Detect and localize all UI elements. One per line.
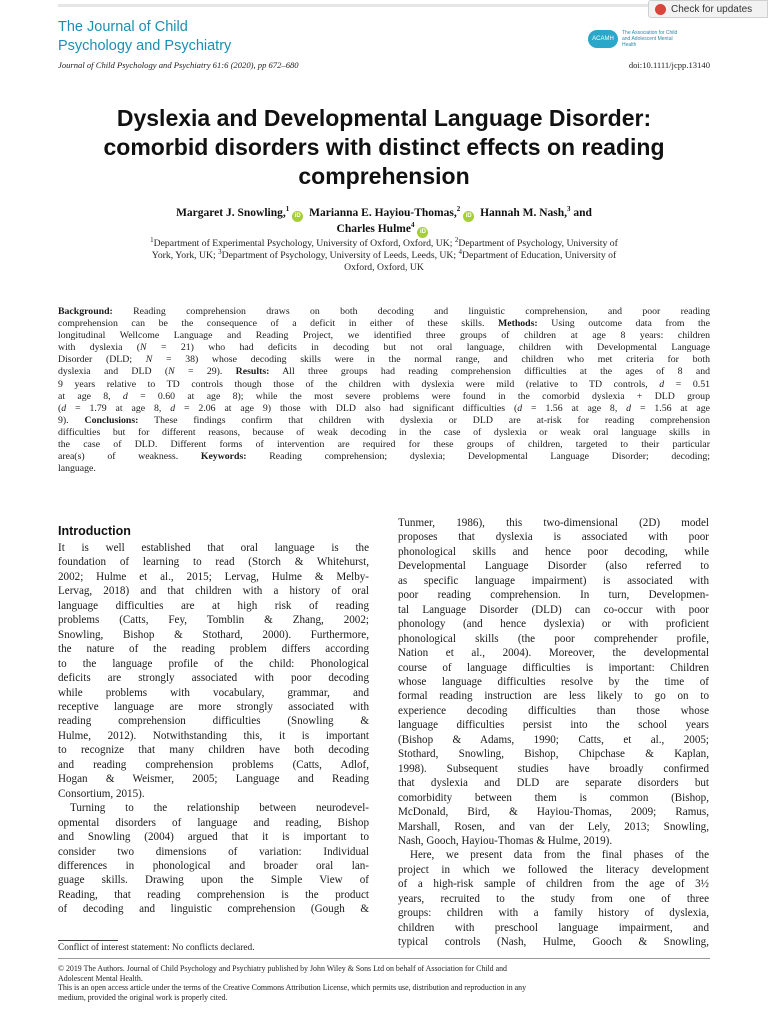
footnote-rule bbox=[58, 940, 118, 941]
body-text-line: language difficulties are at high risk of reading bbox=[58, 599, 369, 612]
author-name: Charles Hulme bbox=[336, 223, 411, 235]
body-text-line: phonological skills (the poor comprehender profile, bbox=[398, 632, 709, 645]
acamh-text: The Association for Child and Adolescent Mental Health bbox=[622, 30, 678, 48]
crossmark-icon bbox=[655, 4, 666, 15]
abstract-text: These findings confirm that children with dyslexia or DLD are at-risk for reading comprehension bbox=[138, 414, 710, 426]
body-text-line: Reading, that reading comprehension is the product bbox=[58, 888, 369, 901]
body-text-line: and Snowling (2004) argued that it is important to bbox=[58, 831, 369, 844]
body-text-line: McDonald, Bird, & Hayiou-Thomas, 2009; Ramus, bbox=[398, 806, 709, 819]
body-text-line: (Bishop & Adams, 1990; Catts, et al., 2005; bbox=[398, 733, 709, 746]
abstract-italic: d bbox=[517, 402, 523, 414]
abstract-text: comprehension can be the consequence of a deficit in either of these skills. bbox=[58, 318, 498, 330]
body-text-line: receptive language are more strongly associated with bbox=[58, 700, 369, 713]
affiliation-marker: 2 bbox=[456, 205, 461, 214]
body-text-line: whose language difficulties resolve by the time of bbox=[398, 675, 709, 688]
abstract-line bbox=[58, 403, 710, 415]
abstract-italic: N bbox=[140, 342, 147, 354]
author-name: Margaret J. Snowling, bbox=[176, 207, 286, 219]
affiliation-marker: 4 bbox=[410, 221, 415, 230]
abstract-italic: d bbox=[122, 390, 128, 402]
license-rule bbox=[58, 958, 710, 959]
affiliation-marker: 2 bbox=[454, 235, 459, 244]
body-text-line: Snowling, Bishop & Stothard, 2000). Furthermore, bbox=[58, 628, 369, 641]
journal-logo[interactable] bbox=[58, 18, 298, 56]
body-text-line: Turning to the relationship between neurodevel- bbox=[70, 802, 369, 815]
body-text-line: language difficulties persist into the school years bbox=[398, 719, 709, 732]
body-text-line: the nature of the reading problem differs according bbox=[58, 643, 369, 656]
abstract-line: difficulties but for different reasons, because of weak decoding in the case of dyslexia or weak oral language skills in bbox=[58, 426, 710, 438]
orcid-icon[interactable]: iD bbox=[463, 211, 474, 222]
affiliation-line: Oxford, Oxford, UK bbox=[344, 262, 424, 273]
abstract-heading-conclusions: Conclusions: bbox=[84, 414, 139, 426]
abstract-text: Disorder (DLD; bbox=[58, 354, 146, 366]
body-text-line: that dyslexia and DLD are separate disorders but bbox=[398, 777, 709, 790]
abstract-text: Reading comprehension draws on both decoding and linguistic comprehension, and poor reading bbox=[112, 306, 710, 317]
abstract-text: ( bbox=[58, 402, 62, 414]
body-text-line: reading comprehension difficulties (Snowling & bbox=[58, 715, 369, 728]
body-text-line: Tunmer, 1986), this two-dimensional (2D) model bbox=[398, 517, 709, 529]
abstract-line bbox=[58, 318, 710, 330]
body-text-line: project in which we followed the literacy development bbox=[398, 863, 709, 876]
doi-link[interactable]: doi:10.1111/jcpp.13140 bbox=[628, 60, 710, 70]
author-name: Hannah M. Nash, bbox=[480, 207, 568, 219]
journal-name-line2: Psychology and Psychiatry bbox=[58, 38, 232, 54]
body-text-line: opmental disorders of language and reading, Bishop bbox=[58, 816, 369, 829]
body-text-line: consider two dimensions of variation: Individual bbox=[58, 845, 369, 858]
body-text-line: Developmental Language Disorder (also referred to bbox=[398, 560, 709, 573]
abstract-italic: d bbox=[626, 402, 632, 414]
abstract-text: = 21) who had deficits in decoding but not oral language, children with Developmental Language bbox=[146, 342, 710, 354]
body-text-line: to recognize that many children have both decoding bbox=[58, 744, 369, 757]
body-text-line: course of language difficulties is important: Children bbox=[398, 661, 709, 674]
body-text-line: Marshall, Rosen, and van der Lely, 2013; Snowling, bbox=[398, 820, 709, 833]
affiliation-marker: 1 bbox=[150, 235, 154, 244]
body-text-line: 1998). Subsequent studies have broadly confirmed bbox=[398, 762, 709, 775]
abstract-line bbox=[58, 354, 710, 366]
abstract-italic: d bbox=[170, 402, 176, 414]
abstract-italic: N bbox=[145, 354, 153, 366]
abstract-text: area(s) of weakness. bbox=[58, 451, 201, 463]
title-line: comprehension bbox=[298, 163, 470, 189]
body-text-line: Nation et al., 2004). Moreover, the developmental bbox=[398, 647, 709, 660]
body-text-line: poor reading comprehension. In turn, Developmen- bbox=[398, 589, 709, 602]
body-text-line: years, recruited to the study from one of three bbox=[398, 892, 709, 905]
right-column-text bbox=[398, 516, 709, 950]
abstract-text: dyslexia and DLD ( bbox=[58, 366, 169, 378]
abstract-text: = 2.06 at age 9) those with DLD also had significant difficulties ( bbox=[175, 402, 518, 414]
license-line: medium, provided the original work is properly cited. bbox=[58, 992, 228, 1002]
body-text-line: proposes that dyslexia is associated with poor bbox=[398, 531, 709, 544]
license-line: © 2019 The Authors. Journal of Child Psychology and Psychiatry published by John Wiley & Sons Ltd on behalf of Association for Child and bbox=[58, 964, 507, 973]
affiliations bbox=[58, 235, 710, 274]
abstract-heading-results: Results: bbox=[235, 366, 270, 378]
affiliation-line bbox=[58, 247, 710, 262]
abstract-line bbox=[58, 379, 710, 391]
affiliation-text: Department of Psychology, University of bbox=[458, 238, 618, 249]
conflict-of-interest-footnote: Conflict of interest statement: No conflicts declared. bbox=[58, 943, 255, 953]
body-text-line: comorbidity between them is common (Bishop, bbox=[398, 791, 709, 804]
body-column-right bbox=[398, 516, 709, 950]
acamh-badge: ACAMH bbox=[588, 30, 618, 48]
license-line: Adolescent Mental Health. bbox=[58, 973, 143, 983]
affiliation-marker: 3 bbox=[567, 205, 571, 214]
body-text-line: Here, we present data from the final phases of the bbox=[410, 849, 709, 862]
body-text-line: foundation of learning to read (Storch & Whitehurst, bbox=[58, 556, 369, 569]
affiliation-text: Department of Psychology, University of Leeds, Leeds, UK; bbox=[221, 250, 459, 261]
journal-name-line1: The Journal of Child bbox=[58, 19, 188, 35]
affiliation-marker: 3 bbox=[218, 247, 222, 256]
abstract-line bbox=[58, 415, 710, 427]
abstract-line bbox=[58, 306, 710, 318]
body-text-line: while problems with vocabulary, grammar, and bbox=[58, 686, 369, 699]
abstract-italic: d bbox=[659, 378, 665, 390]
article-title bbox=[58, 104, 710, 191]
abstract-line: the case of DLD. Different forms of intervention are required for these groups of children, targeted to their particular bbox=[58, 439, 710, 451]
orcid-icon[interactable]: iD bbox=[417, 227, 428, 238]
abstract-text: with dyslexia ( bbox=[58, 342, 141, 354]
abstract-line: language. bbox=[58, 463, 96, 475]
body-text-line: children with preschool language impairment, and bbox=[398, 921, 709, 934]
title-line: comorbid disorders with distinct effects on reading bbox=[103, 134, 665, 160]
acamh-logo[interactable] bbox=[588, 30, 728, 50]
abstract-line: longitudinal Wellcome Language and Reading Project, we identified three groups of children at age 8 years: children bbox=[58, 330, 710, 342]
body-text-line: Consortium, 2015). bbox=[58, 787, 145, 800]
body-text-line: Hulme, 2012). Notwithstanding this, it is important bbox=[58, 729, 369, 742]
body-text-line: typical controls (Nash, Hulme, Gooch & Snowling, bbox=[398, 936, 709, 949]
body-text-line: Lervag, 2018) and that children with a history of oral bbox=[58, 585, 369, 598]
author-conjunction: and bbox=[573, 207, 592, 219]
author-line bbox=[58, 206, 710, 222]
abstract-text: 9). bbox=[58, 414, 85, 426]
affiliation-text: York, York, UK; bbox=[151, 250, 219, 261]
body-text-line: of a high-risk sample of children from the age of 3½ bbox=[398, 878, 709, 891]
affiliation-marker: 1 bbox=[285, 205, 290, 214]
body-text-line: Stothard, Snowling, Bishop, Chipchase & Kaplan, bbox=[398, 748, 709, 761]
abstract-text: = 1.79 at age 8, bbox=[66, 402, 171, 414]
abstract-heading-keywords: Keywords: bbox=[200, 451, 247, 463]
body-text-line: experience decoding difficulties than those whose bbox=[398, 704, 709, 717]
body-text-line: Hogan & Weismer, 2005; Language and Reading bbox=[58, 773, 369, 786]
abstract-text: Using outcome data from the bbox=[537, 318, 711, 330]
abstract-text: = 1.56 at age bbox=[631, 402, 710, 414]
abstract bbox=[58, 306, 710, 475]
body-text-line: groups: children with a family history of dyslexia, bbox=[398, 907, 709, 920]
abstract-heading-background: Background: bbox=[58, 306, 113, 317]
author-name: Marianna E. Hayiou-Thomas, bbox=[309, 207, 457, 219]
section-heading-introduction: Introduction bbox=[58, 524, 131, 538]
license-line: This is an open access article under the terms of the Creative Commons Attribution License, which permits use, distribution and reproduction in any bbox=[58, 983, 527, 993]
check-for-updates-button[interactable] bbox=[648, 0, 768, 18]
abstract-line bbox=[58, 342, 710, 354]
body-text-line: 2002; Hulme et al., 2015; Lervag, Hulme & Melby- bbox=[58, 570, 369, 583]
abstract-line bbox=[58, 391, 710, 403]
title-line: Dyslexia and Developmental Language Disorder: bbox=[116, 105, 652, 131]
body-text-line: tal Language Disorder (DLD) can co-occur with poor bbox=[398, 603, 709, 616]
abstract-text: = 1.56 at age 8, bbox=[522, 402, 627, 414]
body-text-line: differences in phonological and broader oral lan- bbox=[58, 859, 369, 872]
abstract-italic: d bbox=[61, 402, 67, 414]
author-line bbox=[58, 222, 710, 238]
body-text-line: as specific language impairment) is associated with bbox=[398, 574, 709, 587]
body-text-line: problems (Catts, Fey, Tomblin & Zhang, 2002; bbox=[58, 614, 369, 627]
body-text-line: formal reading instruction are less likely to go on to bbox=[398, 690, 709, 703]
body-text-line: to the language profile of the child: Phonological bbox=[58, 657, 369, 670]
abstract-line bbox=[58, 366, 710, 378]
affiliation-text: Department of Education, University of bbox=[462, 250, 617, 261]
abstract-text: = 38) whose decoding skills were in the normal range, and children who met criteria for both bbox=[152, 354, 710, 366]
abstract-text: Reading comprehension; dyslexia; Developmental Language Disorder; decoding; bbox=[246, 451, 711, 463]
body-text-line: phonology (and hence dyslexia) or with proficient bbox=[398, 618, 709, 631]
journal-citation: Journal of Child Psychology and Psychiatry 61:6 (2020), pp 672–680 bbox=[58, 60, 299, 70]
body-text-line: deficits are strongly associated with poor decoding bbox=[58, 672, 369, 685]
abstract-text: All three groups had reading comprehension difficulties at the ages of 8 and bbox=[269, 366, 711, 378]
body-text-line: guage skills. Drawing upon the Simple View of bbox=[58, 874, 369, 887]
orcid-icon[interactable]: iD bbox=[292, 211, 303, 222]
body-text-line: and reading comprehension problems (Catts, Adlof, bbox=[58, 758, 369, 771]
abstract-heading-methods: Methods: bbox=[497, 318, 538, 330]
abstract-text: = 29). bbox=[174, 366, 236, 378]
affiliation-line bbox=[58, 235, 710, 250]
abstract-text: = 0.51 bbox=[664, 378, 710, 390]
body-text-line: It is well established that oral language is the bbox=[58, 542, 369, 554]
abstract-text: 9 years relative to TD controls though those of the children with dyslexia were mild (relative to TD controls, bbox=[58, 378, 660, 390]
abstract-text: = 0.60 at age 8); while the most severe problems were found in the comorbid dyslexia + DLD group bbox=[127, 390, 710, 402]
affiliation-marker: 4 bbox=[458, 247, 463, 256]
left-column-text bbox=[58, 541, 369, 917]
abstract-italic: N bbox=[168, 366, 175, 378]
abstract-text: at age 8, bbox=[58, 390, 123, 402]
check-for-updates-label: Check for updates bbox=[671, 4, 753, 15]
body-text-line: of decoding and linguistic comprehension (Gough & bbox=[58, 903, 369, 916]
license-notice bbox=[58, 964, 710, 1002]
author-list bbox=[58, 206, 710, 238]
body-column-left bbox=[58, 523, 369, 917]
abstract-line bbox=[58, 451, 710, 463]
body-text-line: Nash, Gooch, Hayiou-Thomas & Hulme, 2019). bbox=[398, 834, 613, 847]
body-text-line: phonological skills and hence poor decoding, while bbox=[398, 545, 709, 558]
affiliation-text: Department of Experimental Psychology, University of Oxford, Oxford, UK; bbox=[153, 238, 455, 249]
